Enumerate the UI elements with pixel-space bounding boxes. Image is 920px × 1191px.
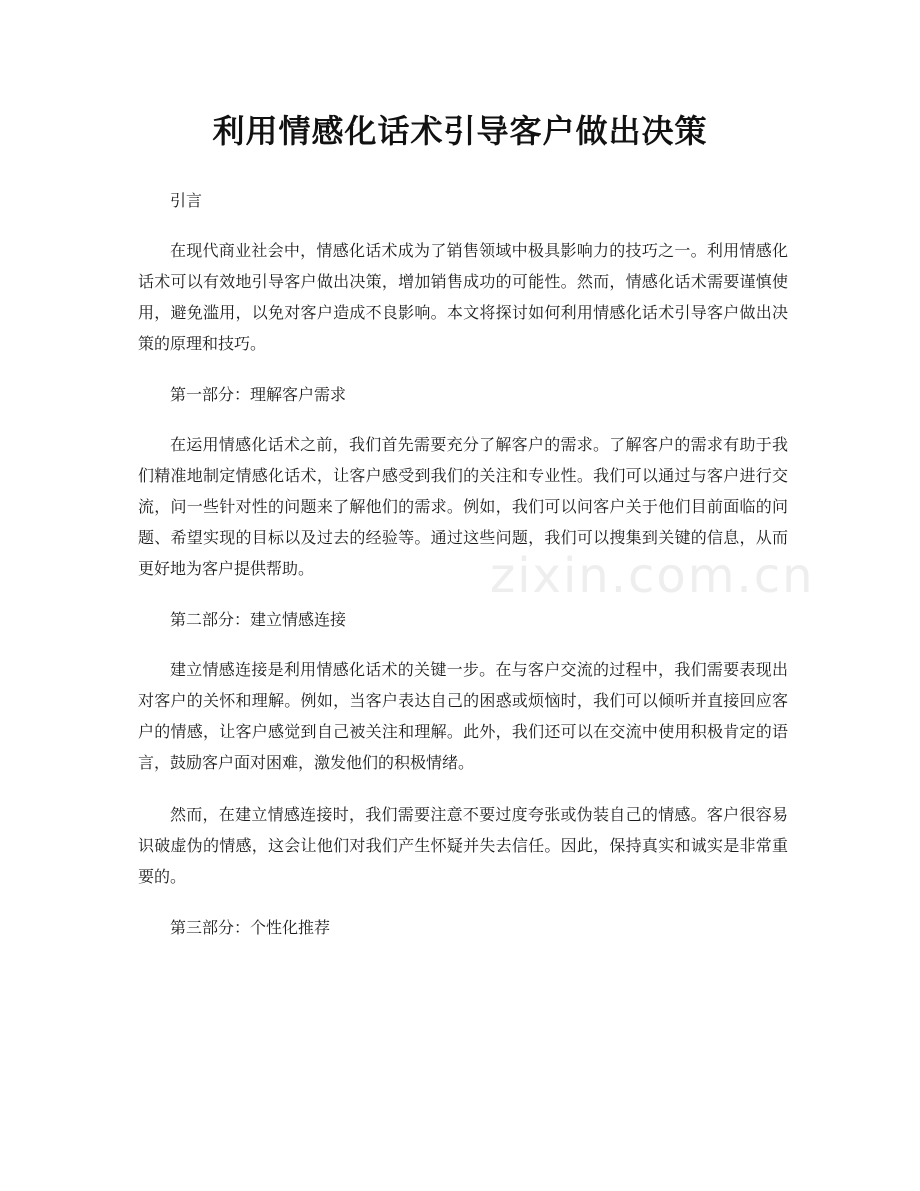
document-body xyxy=(138,186,788,962)
section-heading-part-two: 第二部分：建立情感连接 xyxy=(170,610,347,629)
paragraph-part-two-a: 建立情感连接是利用情感化话术的关键一步。在与客户交流的过程中，我们需要表现出对客户的关怀和理解。例如，当客户表达自己的困惑或烦恼时，我们可以倾听并直接回应客户的情感，让客户感觉到自己被关注和理解。此外，我们还可以在交流中使用积极肯定的语言，鼓励客户面对困难，激发他们的积极情绪。 xyxy=(138,660,788,772)
section-heading-part-one: 第一部分：理解客户需求 xyxy=(170,385,347,404)
paragraph-part-one: 在运用情感化话术之前，我们首先需要充分了解客户的需求。了解客户的需求有助于我们精准地制定情感化话术，让客户感受到我们的关注和专业性。我们可以通过与客户进行交流，问一些针对性的问题来了解他们的需求。例如，我们可以问客户关于他们目前面临的问题、希望实现的目标以及过去的经验等。通过这些问题，我们可以搜集到关键的信息，从而更好地为客户提供帮助。 xyxy=(138,435,788,578)
document-title: 利用情感化话术引导客户做出决策 xyxy=(212,112,708,150)
paragraph-part-two-b: 然而，在建立情感连接时，我们需要注意不要过度夸张或伪装自己的情感。客户很容易识破虚伪的情感，这会让他们对我们产生怀疑并失去信任。因此，保持真实和诚实是非常重要的。 xyxy=(138,805,788,886)
section-heading-part-three: 第三部分：个性化推荐 xyxy=(170,918,331,937)
watermark: zixin.com.cn xyxy=(490,548,815,604)
paragraph-intro: 在现代商业社会中，情感化话术成为了销售领域中极具影响力的技巧之一。利用情感化话术可以有效地引导客户做出决策，增加销售成功的可能性。然而，情感化话术需要谨慎使用，避免滥用，以免对客户造成不良影响。本文将探讨如何利用情感化话术引导客户做出决策的原理和技巧。 xyxy=(138,241,788,353)
section-heading-intro: 引言 xyxy=(170,191,203,210)
